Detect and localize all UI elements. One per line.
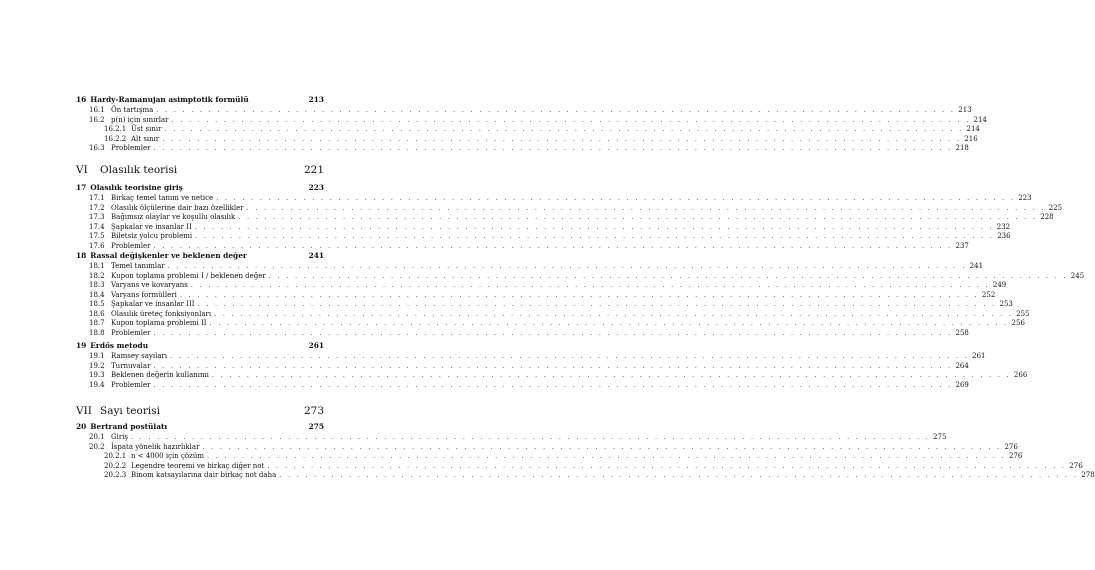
toc-section-entry — [76, 115, 987, 126]
leader-dots — [212, 371, 1011, 381]
entry-number: 19.3 — [89, 371, 105, 379]
leader-dots — [238, 213, 1037, 223]
entry-page: 225 — [1048, 203, 1063, 212]
leader-dots — [154, 144, 953, 154]
toc-section-entry — [76, 144, 969, 154]
toc-section-entry — [76, 361, 969, 372]
entry-number: 18.7 — [89, 319, 105, 327]
entry-page: 264 — [955, 361, 969, 370]
toc-subsection-entry — [76, 471, 1095, 481]
entry-page: 241 — [969, 262, 984, 270]
toc-subsection-entry — [76, 125, 980, 135]
entry-title: Turnuvalar — [111, 361, 151, 370]
toc-section-entry — [76, 309, 1030, 320]
entry-title: Bağımsız olaylar ve koşullu olasılık — [111, 213, 236, 221]
entry-number: 18.3 — [89, 281, 105, 289]
entry-page: 275 — [308, 422, 324, 431]
leader-dots — [216, 194, 1015, 204]
entry-number: 19.1 — [89, 352, 105, 360]
chapter-heading — [76, 94, 324, 105]
toc-chapter-17 — [76, 182, 1063, 251]
entry-number: 17.5 — [89, 232, 105, 240]
entry-number: 18.1 — [89, 262, 105, 270]
entry-page: 258 — [955, 328, 969, 337]
entry-title: Ramsey sayıları — [111, 352, 168, 360]
entry-page: 241 — [308, 251, 324, 260]
leader-dots — [172, 116, 971, 126]
toc-section-entry — [76, 442, 1018, 453]
toc-section-entry — [76, 281, 1007, 291]
leader-dots — [154, 381, 953, 391]
leader-dots — [164, 125, 963, 135]
entry-title: Binom katsayılarına dair birkaç not daha — [131, 471, 277, 479]
leader-dots — [207, 452, 1006, 462]
part-number: VII — [76, 405, 92, 417]
entry-title: Varyans ve kovaryans — [111, 281, 188, 289]
toc-section-entry — [76, 232, 1011, 242]
toc-section-entry — [76, 222, 1011, 233]
entry-page: 213 — [308, 95, 324, 104]
entry-number: 18.4 — [89, 290, 105, 299]
entry-number: 20 — [76, 422, 87, 431]
entry-page: 252 — [981, 290, 996, 299]
entry-number: 16.2 — [89, 115, 105, 124]
toc-section-entry — [76, 300, 1013, 310]
toc-section-entry — [76, 203, 1063, 214]
entry-number: 17.6 — [89, 241, 105, 250]
part-title: Sayı teorisi — [100, 405, 160, 417]
leader-dots — [131, 433, 930, 443]
entry-title: İspata yönelik hazırlıklar — [111, 442, 200, 451]
toc-part-vi — [76, 163, 324, 177]
entry-title: Olasılık üreteç fonksiyonları — [111, 309, 212, 318]
entry-number: 16.1 — [89, 106, 105, 114]
toc-section-entry — [76, 194, 1032, 204]
leader-dots — [197, 300, 996, 310]
part-title: Olasılık teorisi — [100, 164, 178, 176]
entry-title: Rassal değişkenler ve beklenen değer — [90, 251, 247, 260]
toc-section-entry — [76, 433, 947, 443]
entry-page: 266 — [1013, 371, 1028, 379]
entry-title: Şapkalar ve insanlar III — [111, 300, 195, 308]
entry-number: 16.3 — [89, 144, 105, 152]
leader-dots — [180, 291, 979, 301]
toc-subsection-entry — [76, 134, 978, 145]
entry-number: 17.4 — [89, 222, 105, 231]
entry-page: 213 — [958, 106, 972, 114]
leader-dots — [214, 310, 1013, 320]
chapter-heading — [76, 250, 324, 261]
entry-title: Beklenen değerin kullanımı — [111, 371, 209, 379]
entry-title: Alt sınır — [131, 134, 160, 143]
entry-title: Bertrand postülatı — [90, 422, 168, 431]
entry-number: 17 — [76, 183, 87, 192]
leader-dots — [279, 471, 1078, 481]
entry-page: 214 — [973, 115, 987, 124]
entry-title: Olasılık ölçülerine dair bazı özellikler — [111, 203, 244, 212]
toc-chapter-16 — [76, 94, 987, 154]
entry-page: 276 — [1069, 461, 1083, 470]
leader-dots — [170, 352, 969, 362]
entry-page: 276 — [1004, 442, 1018, 451]
entry-page: 256 — [1011, 319, 1025, 327]
entry-number: 17.3 — [89, 213, 105, 221]
toc-chapter-19 — [76, 340, 1028, 390]
entry-page: 276 — [1008, 452, 1023, 460]
toc-section-entry — [76, 290, 996, 301]
toc-section-entry — [76, 262, 984, 272]
entry-title: Hardy-Ramanujan asimptotik formülü — [90, 95, 249, 104]
entry-number: 18.6 — [89, 309, 105, 318]
entry-number: 20.2 — [89, 442, 105, 451]
toc-section-entry — [76, 328, 969, 339]
entry-title: Problemler — [111, 380, 151, 389]
entry-page: 249 — [992, 281, 1007, 289]
leader-dots — [191, 281, 990, 291]
entry-title: Varyans formülleri — [111, 290, 177, 299]
entry-title: Legendre teoremi ve birkaç diğer not — [131, 461, 265, 470]
leader-dots — [156, 106, 955, 116]
entry-title: Giriş — [111, 433, 129, 441]
leader-dots — [267, 462, 1066, 472]
leader-dots — [247, 204, 1046, 214]
entry-number: 20.2.3 — [104, 471, 127, 479]
entry-page: 236 — [997, 232, 1011, 240]
entry-title: Temel tanımlar — [111, 262, 165, 270]
entry-title: Biletsiz yolcu problemi — [111, 232, 193, 240]
toc-section-entry — [76, 380, 969, 391]
entry-number: 16 — [76, 95, 87, 104]
entry-number: 20.2.2 — [104, 461, 127, 470]
entry-number: 16.2.2 — [104, 134, 127, 143]
leader-dots — [195, 232, 994, 242]
leader-dots — [153, 362, 952, 372]
entry-number: 18 — [76, 251, 87, 260]
entry-title: Olasılık teorisine giriş — [90, 183, 183, 192]
leader-dots — [202, 443, 1001, 453]
entry-title: Kupon toplama problemi II — [111, 319, 207, 327]
part-page: 221 — [303, 164, 324, 176]
entry-number: 20.2.1 — [104, 452, 127, 460]
entry-page: 216 — [964, 134, 978, 143]
leader-dots — [210, 319, 1009, 329]
entry-page: 261 — [308, 341, 324, 350]
toc-section-entry — [76, 352, 986, 362]
entry-title: Birkaç temel tanım ve netice — [111, 194, 214, 202]
leader-dots — [162, 135, 961, 145]
entry-number: 18.8 — [89, 328, 105, 337]
entry-page: 232 — [996, 222, 1011, 231]
toc-chapter-20 — [76, 421, 1095, 481]
toc-section-entry — [76, 271, 1085, 282]
entry-number: 18.2 — [89, 271, 105, 280]
chapter-heading — [76, 182, 324, 193]
entry-title: Problemler — [111, 241, 151, 250]
entry-page: 261 — [972, 352, 986, 360]
entry-page: 269 — [955, 380, 969, 389]
part-page: 273 — [303, 405, 324, 417]
toc-subsection-entry — [76, 461, 1083, 472]
entry-title: Şapkalar ve insanlar II — [111, 222, 192, 231]
entry-page: 278 — [1081, 471, 1095, 479]
toc-subsection-entry — [76, 452, 1023, 462]
leader-dots — [195, 223, 994, 233]
entry-number: 19.4 — [89, 380, 105, 389]
toc-section-entry — [76, 213, 1054, 223]
entry-title: Problemler — [111, 144, 151, 152]
leader-dots — [168, 262, 967, 272]
entry-number: 17.1 — [89, 194, 105, 202]
entry-number: 19.2 — [89, 361, 105, 370]
entry-page: 218 — [955, 144, 969, 152]
entry-title: Erdős metodu — [90, 341, 149, 350]
entry-page: 223 — [308, 183, 324, 192]
entry-title: Problemler — [111, 328, 151, 337]
entry-page: 223 — [1018, 194, 1032, 202]
toc-part-vii — [76, 404, 324, 418]
entry-title: n < 4000 için çözüm — [131, 452, 204, 460]
entry-page: 253 — [999, 300, 1013, 308]
leader-dots — [154, 329, 953, 339]
entry-page: 214 — [966, 125, 980, 133]
entry-title: Üst sınır — [131, 125, 162, 133]
entry-title: Ön tartışma — [111, 106, 154, 114]
toc-section-entry — [76, 371, 1028, 381]
entry-number: 19 — [76, 341, 87, 350]
entry-number: 16.2.1 — [104, 125, 127, 133]
toc-chapter-18 — [76, 250, 1085, 338]
entry-title: p(n) için sınırlar — [111, 115, 169, 124]
entry-number: 18.5 — [89, 300, 105, 308]
leader-dots — [269, 272, 1068, 282]
entry-number: 17.2 — [89, 203, 105, 212]
part-number: VI — [76, 164, 88, 176]
toc-section-entry — [76, 106, 972, 116]
chapter-heading — [76, 340, 324, 351]
entry-page: 275 — [933, 433, 947, 441]
entry-page: 237 — [955, 241, 969, 250]
chapter-heading — [76, 421, 324, 432]
entry-number: 20.1 — [89, 433, 105, 441]
entry-title: Kupon toplama problemi I / beklenen değer — [111, 271, 266, 280]
entry-page: 228 — [1040, 213, 1054, 221]
toc-section-entry — [76, 319, 1025, 329]
entry-page: 245 — [1070, 271, 1085, 280]
entry-page: 255 — [1016, 309, 1030, 318]
